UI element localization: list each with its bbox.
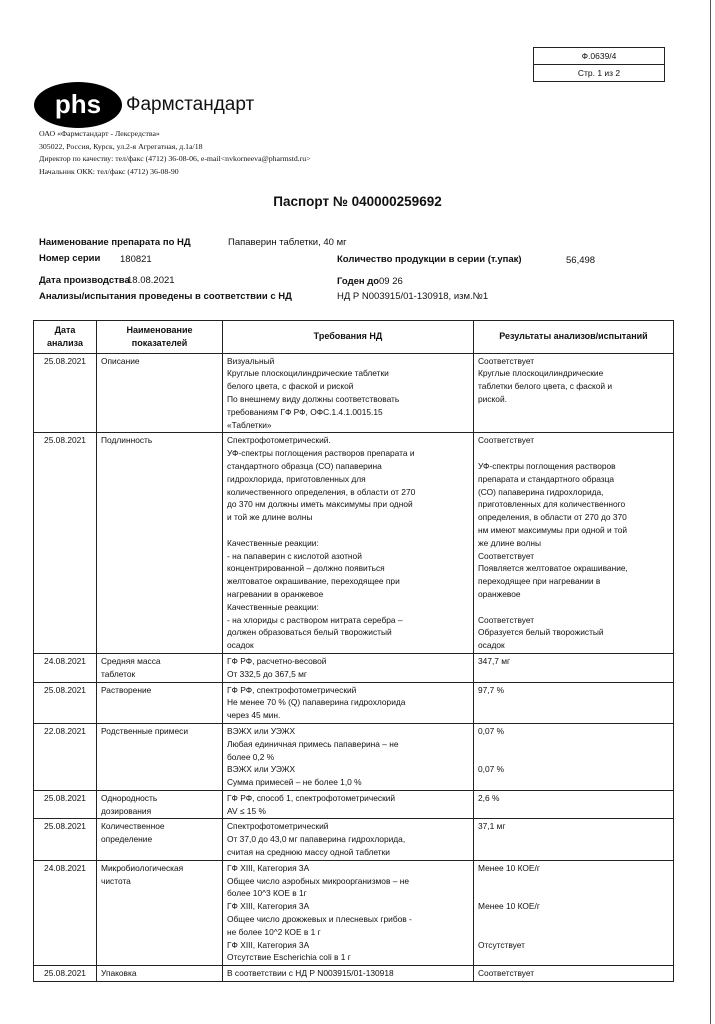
cell-line: AV ≤ 15 % (227, 805, 266, 816)
series-value: 180821 (120, 254, 152, 265)
indicator-name (97, 819, 223, 860)
table-row (34, 790, 674, 819)
cell-line: риской. (478, 393, 507, 404)
cell-line: осадок (478, 640, 505, 651)
quantity-value: 56,498 (566, 255, 596, 266)
cell-line: Количественное (101, 821, 165, 832)
cell-line: Любая единичная примесь папаверина – не (227, 738, 399, 749)
analysis-date: 25.08.2021 (34, 682, 97, 723)
indicator-name (97, 860, 223, 965)
cell-line: концентрированной – должно появиться (227, 563, 385, 574)
cell-line: УФ-спектры поглощения растворов препарата и (227, 448, 415, 459)
indicator-name (97, 653, 223, 682)
cell-line: оранжевое (478, 588, 521, 599)
cell-line: ГФ РФ, способ 1, спектрофотометрический (227, 792, 396, 803)
cell-line: 347,7 мг (478, 655, 511, 666)
cell-line: Круглые плоскоцилиндрические таблетки (227, 368, 389, 379)
indicator-name (97, 353, 223, 433)
requirement-text (223, 966, 474, 982)
cell-line: ГФ XIII, Категория 3А (227, 901, 310, 912)
cell-line: требованиям ГФ РФ, ОФС.1.4.1.0015.15 (227, 406, 383, 417)
cell-line: более 0,2 % (227, 751, 275, 762)
cell-line: УФ-спектры поглощения растворов (478, 460, 616, 471)
cell-line: более 10^3 КОЕ в 1г (227, 888, 307, 899)
cell-line: 0,07 % (478, 764, 505, 775)
analysis-date: 25.08.2021 (34, 353, 97, 433)
phs-logo-icon (34, 80, 126, 130)
cell-line: Соответствует (478, 550, 535, 561)
result-text (474, 819, 674, 860)
requirement-text (223, 723, 474, 790)
result-text (474, 682, 674, 723)
cell-line: Упаковка (101, 968, 137, 979)
logo-letters: phs (54, 89, 102, 119)
cell-line: определение (101, 834, 153, 845)
result-text (474, 860, 674, 965)
cell-line (478, 805, 669, 818)
cell-line: Средняя масса (101, 655, 161, 666)
company-line: 305022, Россия, Курск, ул.2-я Агрегатная, д.1а/18 (39, 141, 203, 151)
cell-line: Отсутствие Escherichia coli в 1 г (227, 952, 351, 963)
cell-line: Сумма примесей – не более 1,0 % (227, 777, 362, 788)
cell-line: Не менее 70 % (Q) папаверина гидрохлорида (227, 697, 406, 708)
series-label: Номер серии (39, 253, 101, 264)
cell-line: Отсутствует (478, 939, 525, 950)
cell-line (478, 406, 669, 419)
logo-name: Фармстандарт (126, 94, 255, 115)
cell-line (478, 751, 669, 764)
indicator-name (97, 682, 223, 723)
cell-line (478, 696, 669, 709)
analysis-date: 25.08.2021 (34, 790, 97, 819)
cell-line: и той же длине волны (227, 512, 313, 523)
result-text (474, 723, 674, 790)
cell-line: дозирования (101, 805, 152, 816)
table-row (34, 653, 674, 682)
cell-line: ГФ РФ, расчетно-весовой (227, 655, 327, 666)
company-line: Директор по качеству: тел/факс (4712) 36-08-06, e-mail<nvkorneeva@pharmstd.ru> (39, 154, 311, 163)
cell-line: таблетки белого цвета, с фаской и (478, 381, 613, 392)
cell-line (478, 668, 669, 681)
cell-line: (СО) папаверина гидрохлорида, (478, 486, 604, 497)
requirement-text (223, 860, 474, 965)
cell-line: 2,6 % (478, 792, 500, 803)
requirement-text (223, 790, 474, 819)
cell-line: ГФ РФ, спектрофотометрический (227, 684, 357, 695)
name-value: Папаверин таблетки, 40 мг (228, 237, 347, 248)
cell-line (478, 776, 669, 789)
analysis-date: 25.08.2021 (34, 819, 97, 860)
cell-line: препарата и стандартного образца (478, 473, 615, 484)
cell-line: должен образоваться белый творожистый (227, 627, 392, 638)
requirement-text (223, 819, 474, 860)
quantity-label: Количество продукции в серии (т.упак) (337, 254, 522, 265)
cell-line: ГФ XIII, Категория 3А (227, 862, 310, 873)
cell-line: до 370 нм должны иметь максимумы при одной (227, 499, 413, 510)
cell-line (478, 951, 669, 964)
form-code: Ф.0639/4 (581, 51, 617, 61)
expiry-label: Годен до (337, 276, 380, 287)
indicator-name (97, 723, 223, 790)
table-row (34, 819, 674, 860)
cell-line (478, 738, 669, 751)
cell-line (478, 875, 669, 888)
page-title: Паспорт № 040000259692 (273, 194, 442, 209)
page-counter: Стр. 1 из 2 (534, 64, 664, 81)
header-results: Результаты анализов/испытаний (474, 321, 674, 354)
cell-line: Общее число аэробных микроорганизмов – не (227, 875, 410, 886)
cell-line: чистота (101, 875, 131, 886)
cell-line: Подлинность (101, 435, 153, 446)
cell-line: Качественные реакции: (227, 537, 319, 548)
page-edge (710, 0, 711, 1024)
cell-line (478, 601, 669, 614)
cell-line: Качественные реакции: (227, 601, 319, 612)
cell-line (478, 926, 669, 939)
cell-line: По внешнему виду должны соответствовать (227, 393, 400, 404)
indicator-name (97, 966, 223, 982)
analysis-date: 25.08.2021 (34, 433, 97, 654)
cell-line: Образуется белый творожистый (478, 627, 604, 638)
cell-line (478, 419, 669, 432)
analysis-date: 25.08.2021 (34, 966, 97, 982)
analysis-table (33, 320, 674, 982)
cell-line: ВЭЖХ или УЭЖХ (227, 764, 296, 775)
result-text (474, 353, 674, 433)
cell-line (478, 447, 669, 460)
cell-line: Соответствует (478, 435, 535, 446)
cell-line: определения, в области от 270 до 370 (478, 512, 627, 523)
cell-line: приготовленных для количественного (478, 499, 626, 510)
result-text (474, 966, 674, 982)
table-row (34, 682, 674, 723)
cell-line: В соответствии с НД Р N003915/01-130918 (227, 968, 394, 979)
cell-line: Общее число дрожжевых и плесневых грибов - (227, 914, 412, 925)
cell-line (478, 846, 669, 859)
analysis-date: 24.08.2021 (34, 860, 97, 965)
table-row (34, 723, 674, 790)
cell-line: переходящее при нагревании в (478, 576, 601, 587)
cell-line (478, 887, 669, 900)
cell-line: через 45 мин. (227, 710, 281, 721)
name-label: Наименование препарата по НД (39, 237, 191, 248)
header-name: Наименование показателей (97, 321, 223, 354)
cell-line: нагревании в оранжевое (227, 588, 324, 599)
cell-line: Визуальный (227, 355, 275, 366)
cell-line: не более 10^2 КОЕ в 1 г (227, 926, 321, 937)
cell-line: Круглые плоскоцилиндрические (478, 368, 604, 379)
form-code-box (533, 47, 665, 82)
requirement-text (223, 653, 474, 682)
company-logo (34, 80, 254, 130)
requirement-text (223, 433, 474, 654)
production-date-label: Дата производства (39, 275, 130, 286)
cell-line (478, 709, 669, 722)
requirement-text (223, 682, 474, 723)
table-row (34, 860, 674, 965)
table-row (34, 353, 674, 433)
cell-line: Родственные примеси (101, 725, 189, 736)
cell-line (227, 524, 469, 537)
cell-line: 97,7 % (478, 684, 505, 695)
cell-line: От 37,0 до 43,0 мг папаверина гидрохлорида, (227, 834, 406, 845)
cell-line: 0,07 % (478, 725, 505, 736)
cell-line: Растворение (101, 684, 152, 695)
cell-line: Менее 10 КОЕ/г (478, 901, 540, 912)
cell-line: 37,1 мг (478, 821, 506, 832)
cell-line: Соответствует (478, 614, 535, 625)
table-row (34, 966, 674, 982)
indicator-name (97, 790, 223, 819)
expiry-value: 09 26 (379, 276, 403, 287)
cell-line: нм имеют максимумы при одной и той (478, 524, 628, 535)
cell-line: ВЭЖХ или УЭЖХ (227, 725, 296, 736)
analysis-date: 22.08.2021 (34, 723, 97, 790)
cell-line: Соответствует (478, 968, 535, 979)
cell-line: Однородность (101, 792, 158, 803)
analysis-date: 24.08.2021 (34, 653, 97, 682)
result-text (474, 653, 674, 682)
cell-line: ГФ XIII, Категория 3А (227, 939, 310, 950)
cell-line: осадок (227, 640, 254, 651)
table-row (34, 433, 674, 654)
cell-line: гидрохлорида, приготовленных для (227, 473, 366, 484)
cell-line: - на хлориды с раствором нитрата серебра – (227, 614, 403, 625)
company-line: ОАО «Фармстандарт - Лексредства» (39, 129, 160, 138)
cell-line: желтоватое окрашивание, переходящее при (227, 576, 400, 587)
result-text (474, 433, 674, 654)
cell-line: Появляется желтоватое окрашивание, (478, 563, 628, 574)
company-line: Начальник ОКК: тел/факс (4712) 36-08-90 (39, 166, 179, 176)
header-requirements: Требования НД (223, 321, 474, 354)
cell-line (478, 833, 669, 846)
cell-line (478, 913, 669, 926)
cell-line: Микробиологическая (101, 862, 184, 873)
cell-line: белого цвета, с фаской и риской (227, 381, 354, 392)
header-date: Дата анализа (34, 321, 97, 354)
indicator-name (97, 433, 223, 654)
cell-line: количественного определения, в области от 270 (227, 486, 416, 497)
company-info (39, 128, 311, 178)
analyses-label: Анализы/испытания проведены в соответствии с НД (39, 291, 292, 302)
cell-line: Спектрофотометрический (227, 821, 329, 832)
cell-line: стандартного образца (СО) папаверина (227, 460, 382, 471)
cell-line: - на папаверин с кислотой азотной (227, 550, 362, 561)
cell-line: Менее 10 КОЕ/г (478, 862, 540, 873)
cell-line: Описание (101, 355, 140, 366)
table-body (34, 353, 674, 981)
cell-line: таблеток (101, 668, 136, 679)
cell-line: «Таблетки» (227, 419, 272, 430)
analyses-value: НД Р N003915/01-130918, изм.№1 (337, 291, 489, 302)
cell-line: считая на среднюю массу одной таблетки (227, 847, 390, 858)
result-text (474, 790, 674, 819)
requirement-text (223, 353, 474, 433)
cell-line: Спектрофотометрический. (227, 435, 331, 446)
cell-line: Соответствует (478, 355, 535, 366)
cell-line: От 332,5 до 367,5 мг (227, 668, 307, 679)
table-header-row (34, 321, 674, 354)
production-date-value: 18.08.2021 (127, 275, 175, 286)
cell-line: же длине волны (478, 537, 542, 548)
